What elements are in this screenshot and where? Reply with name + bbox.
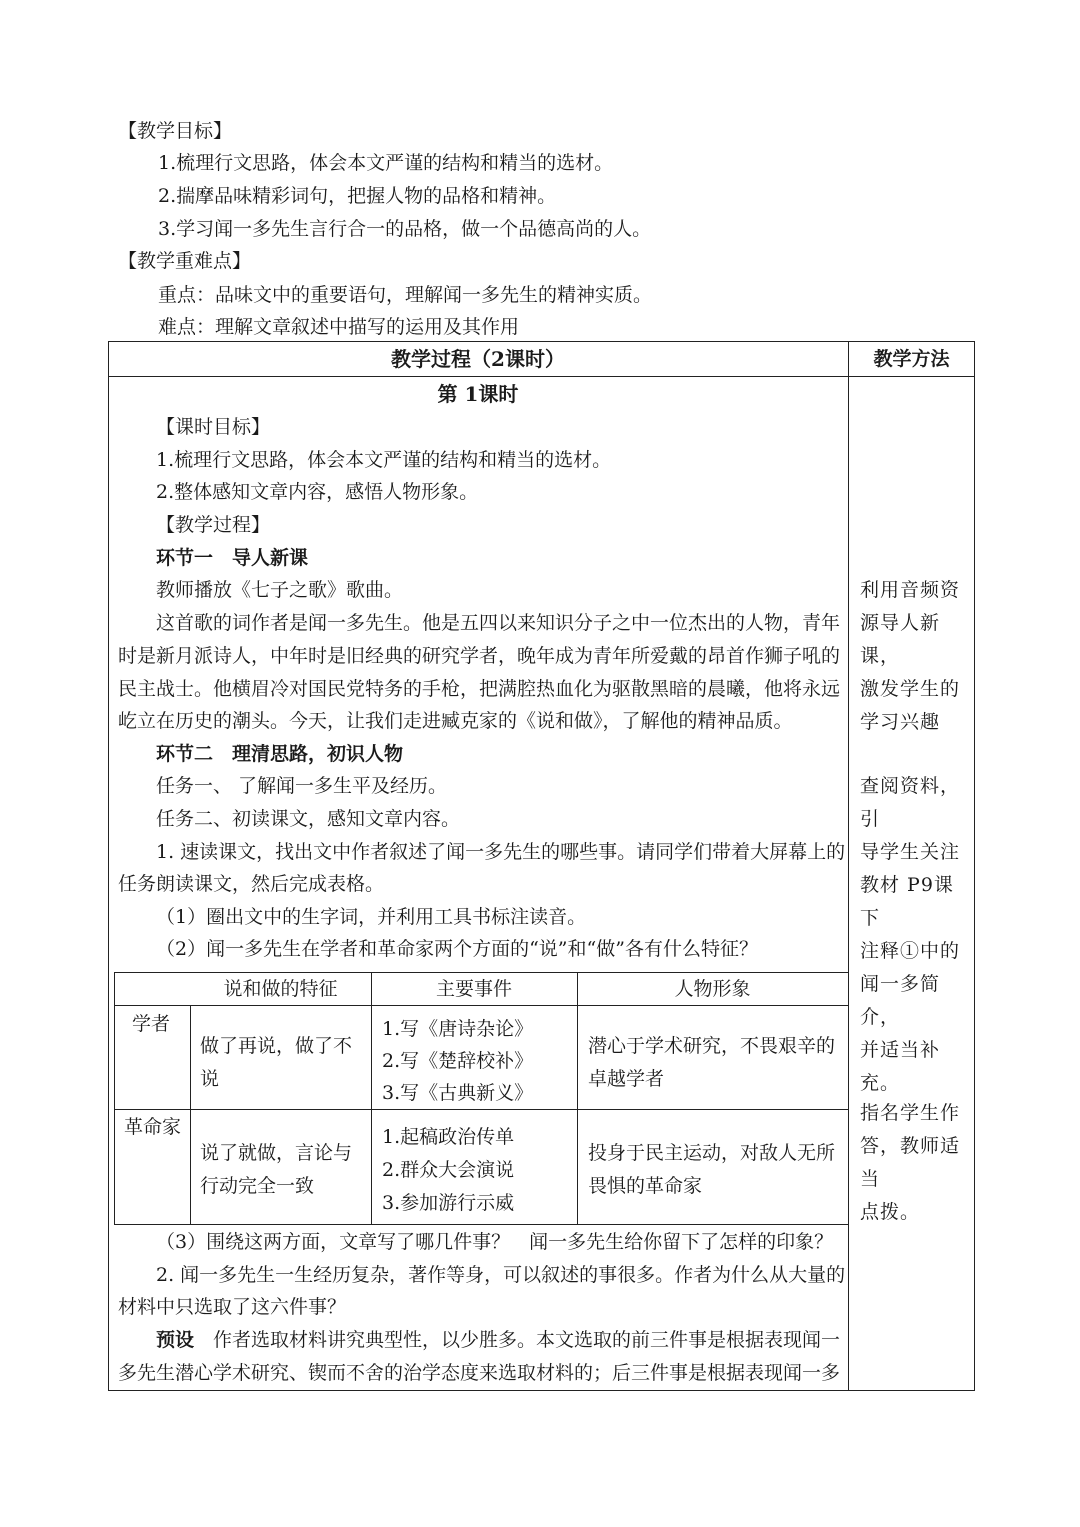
table-border xyxy=(114,972,848,973)
table-border xyxy=(114,972,115,1224)
difficult-point: 难点：理解文章叙述中描写的运用及其作用 xyxy=(158,316,520,338)
table-border xyxy=(114,1005,848,1006)
lesson-title: 第 1课时 xyxy=(437,382,519,406)
cell-line: 说 xyxy=(200,1068,220,1090)
question-line: （3）围绕这两方面，文章写了哪几件事？ 闻一多先生给你留下了怎样的印象？ xyxy=(156,1231,834,1253)
preset-label: 预设 xyxy=(156,1329,195,1351)
cell-line: 行动完全一致 xyxy=(200,1175,315,1197)
method-line: 源导人新课， xyxy=(860,612,941,667)
key-points-heading: 【教学重难点】 xyxy=(118,250,252,272)
cell-line: 畏惧的革命家 xyxy=(588,1175,703,1197)
section2-line: （2）闻一多先生在学者和革命家两个方面的“说”和“做”各有什么特征？ xyxy=(156,938,758,960)
method-line: 激发学生的 xyxy=(860,678,961,700)
method-line: 注释①中的 xyxy=(860,940,961,962)
table-header: 人物形象 xyxy=(674,978,751,1000)
process-column-header: 教学过程（2课时） xyxy=(391,347,565,371)
cell-line: 卓越学者 xyxy=(588,1068,665,1090)
table-border xyxy=(577,972,578,1224)
preset-line xyxy=(156,1328,840,1352)
cell-line: 2.群众大会演说 xyxy=(382,1159,515,1181)
row-label: 学者 xyxy=(132,1013,171,1035)
cell-line: 做了再说，做了不 xyxy=(200,1035,353,1057)
table-header: 说和做的特征 xyxy=(223,978,338,1000)
section1-line: 教师播放《七子之歌》歌曲。 xyxy=(156,579,404,601)
objective-item: 2.揣摩品味精彩词句，把握人物的品格和精神。 xyxy=(158,185,557,207)
section1-line: 屹立在历史的潮头。今天，让我们走进臧克家的《说和做》，了解他的精神品质。 xyxy=(118,710,793,732)
section1-line: 这首歌的词作者是闻一多先生。他是五四以来知识分子之中一位杰出的人物，青年 xyxy=(156,612,841,634)
objective-item: 3.学习闻一多先生言行合一的品格，做一个品德高尚的人。 xyxy=(158,218,652,240)
objective-item: 1.梳理行文思路，体会本文严谨的结构和精当的选材。 xyxy=(158,152,614,174)
section2-line: （1）圈出文中的生字词，并利用工具书标注读音。 xyxy=(156,906,587,928)
cell-line: 1.写《唐诗杂论》 xyxy=(382,1018,534,1040)
table-cell xyxy=(588,1137,835,1203)
table-border xyxy=(371,972,372,1224)
method-line: 闻一多简介， xyxy=(860,973,941,1028)
table-border xyxy=(190,1005,191,1224)
section2-line: 1. 速读课文，找出文中作者叙述了闻一多先生的哪些事。请同学们带着大屏幕上的 xyxy=(156,841,846,863)
method-line: 答，教师适当 xyxy=(860,1135,961,1190)
table-cell xyxy=(382,1013,533,1109)
method-line: 点拨。 xyxy=(860,1201,921,1223)
cell-line: 1.起稿政治传单 xyxy=(382,1126,515,1148)
section2-line: 任务二、初读课文，感知文章内容。 xyxy=(156,808,461,830)
method-line: 查阅资料，引 xyxy=(860,775,961,830)
section1-line: 民主战士。他横眉冷对国民党特务的手枪，把满腔热血化为驱散黑暗的晨曦，他将永远 xyxy=(118,678,841,700)
column-divider xyxy=(848,341,849,1391)
question-line: 材料中只选取了这六件事？ xyxy=(118,1296,347,1318)
key-point: 重点：品味文中的重要语句，理解闻一多先生的精神实质。 xyxy=(158,284,653,306)
method-note xyxy=(860,770,970,1100)
method-note xyxy=(860,1097,970,1229)
table-cell xyxy=(382,1121,514,1220)
method-line: 并适当补充。 xyxy=(860,1039,941,1094)
section2-title: 环节二 理清思路，初识人物 xyxy=(156,743,404,765)
cell-line: 投身于民主运动，对敌人无所 xyxy=(588,1142,836,1164)
lesson-objective: 2.整体感知文章内容，感悟人物形象。 xyxy=(156,481,479,503)
section2-line: 任务一、 了解闻一多生平及经历。 xyxy=(156,775,448,797)
method-line: 教材 P9课下 xyxy=(860,874,954,929)
row-label: 革命家 xyxy=(124,1116,182,1138)
table-cell xyxy=(588,1030,835,1096)
table-header: 主要事件 xyxy=(435,978,512,1000)
objectives-heading: 【教学目标】 xyxy=(118,120,233,142)
method-line: 指名学生作 xyxy=(860,1102,961,1124)
method-column-header: 教学方法 xyxy=(873,348,950,370)
section1-title: 环节一 导人新课 xyxy=(156,547,309,569)
method-line: 导学生关注 xyxy=(860,841,961,863)
cell-line: 3.写《古典新义》 xyxy=(382,1082,534,1104)
process-heading: 【教学过程】 xyxy=(156,514,271,536)
section2-line: 任务朗读课文，然后完成表格。 xyxy=(118,873,385,895)
preset-text: 作者选取材料讲究典型性，以少胜多。本文选取的前三件事是根据表现闻一 xyxy=(194,1329,841,1351)
header-divider xyxy=(108,376,975,377)
cell-line: 潜心于学术研究，不畏艰辛的 xyxy=(588,1035,836,1057)
method-note xyxy=(860,574,970,739)
cell-line: 说了就做，言论与 xyxy=(200,1142,353,1164)
table-border xyxy=(114,1224,848,1225)
cell-line: 2.写《楚辞校补》 xyxy=(382,1050,534,1072)
question-line: 2. 闻一多先生一生经历复杂，著作等身，可以叙述的事很多。作者为什么从大量的 xyxy=(156,1264,846,1286)
method-line: 学习兴趣 xyxy=(860,711,941,733)
table-border xyxy=(114,1109,848,1110)
method-line: 利用音频资 xyxy=(860,579,961,601)
table-cell xyxy=(200,1030,352,1096)
table-cell xyxy=(200,1137,352,1203)
lesson-objective: 1.梳理行文思路，体会本文严谨的结构和精当的选材。 xyxy=(156,449,612,471)
cell-line: 3.参加游行示威 xyxy=(382,1192,515,1214)
preset-line: 多先生潜心学术研究、锲而不舍的治学态度来选取材料的；后三件事是根据表现闻一多 xyxy=(118,1362,841,1384)
lesson-objectives-heading: 【课时目标】 xyxy=(156,416,271,438)
section1-line: 时是新月派诗人，中年时是旧经典的研究学者，晚年成为青年所爱戴的昂首作狮子吼的 xyxy=(118,645,841,667)
